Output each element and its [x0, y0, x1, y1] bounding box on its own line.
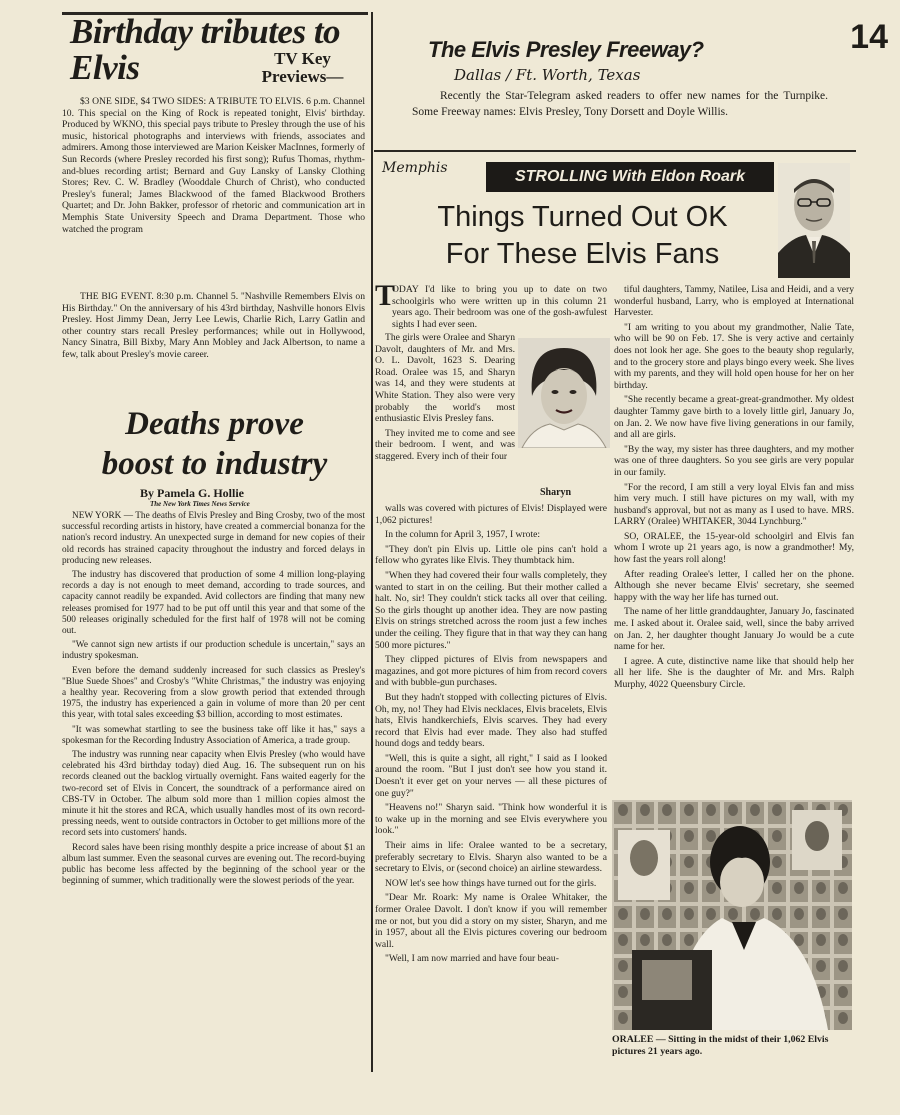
- col1-paragraph: "Heavens no!" Sharyn said. "Think how wonderful it is to wake up in the morning and see Elvis everywhere you look.": [375, 802, 607, 837]
- tv-item-1: [62, 96, 365, 238]
- memphis-handwritten-text: Memphis: [382, 160, 448, 176]
- page-number: [838, 18, 888, 57]
- col1-paragraph: Their aims in life: Oralee wanted to be a secretary, preferably secretary to Elvis. Sharyn also wanted to be a secretary to Elvis, or (second choice) an airline stewardess.: [375, 840, 607, 875]
- col2-paragraph: I agree. A cute, distinctive name like that should help her all her life. She is the daughter of Mr. and Mrs. Ralph Murphy, 4022 Queensbury Circle.: [614, 655, 854, 690]
- col1-paragraph: They clipped pictures of Elvis from newspapers and magazines, and got more pictures of him from record covers and with bubble-gun purchases.: [375, 654, 607, 689]
- col1-body-text: [375, 503, 607, 968]
- col1-paragraph: "Dear Mr. Roark: My name is Oralee Whitaker, the former Oralee Davolt. I don't know if you will remember me or not, but you did a story on my sister, Sharyn, and me in 1957, about all the Elvis pictures covering our bedroom wall.: [375, 892, 607, 950]
- main-headline-line2: For These Elvis Fans: [445, 238, 720, 270]
- col2-paragraph: SO, ORALEE, the 15-year-old schoolgirl and Elvis fan whom I wrote up 21 years ago, is now a grandmother! My, how fast the years roll along!: [614, 530, 854, 566]
- freeway-text-body: Recently the Star-Telegram asked readers to offer new names for the Turnpike. Some Freeway names: Elvis Presley, Tony Dorsett and Doyle Willis.: [412, 90, 828, 118]
- sharyn-photo: [518, 338, 610, 448]
- col1-paragraph: "They don't pin Elvis up. Little ole pins can't hold a fellow who gyrates like Elvis. They thumbtack him.: [375, 543, 607, 567]
- oralee-photo-art: [612, 800, 852, 1030]
- tv-key-label: [240, 50, 365, 86]
- deaths-paragraph: The industry has discovered that production of some 4 million long-playing records a day is not enough to meet demand, according to trade sources, and capacity cannot readily be expanded. Avid collectors are finding that many new releases promised for 1977 had to be put off until this year and that some of the 500 releases originally scheduled for the first half of 1978 will not be coming out.: [62, 570, 365, 637]
- deaths-paragraph: Even before the demand suddenly increased for such classics as Presley's "Blue Suede Shoes" and Crosby's "White Christmas," the industry was enjoying a healthy year. Recovering from a slow growth period that extended through 1975, the industry has experienced a gain in volume of more than 20 per cent this year, with total sales exceeding $3 billion, according to most estimates.: [62, 665, 365, 721]
- col2-paragraph: tiful daughters, Tammy, Natilee, Lisa and Heidi, and a very wonderful husband, Larry, who is employed at International Harvester.: [614, 284, 854, 319]
- col1-wrap-text: [375, 332, 515, 466]
- sharyn-caption-text: Sharyn: [540, 487, 572, 498]
- col2-paragraph: "By the way, my sister has three daughters, and my mother was one of three daughters. So you see girls are very popular in our family.: [614, 443, 854, 478]
- col1-paragraph: But they hadn't stopped with collecting pictures of Elvis. Oh, my, no! They had Elvis necklaces, Elvis bracelets, Elvis hats, Elvis handkerchiefs, Elvis scarves. They had every record that Elvis had ever made. They also had stuffed hound dogs and teddy bears.: [375, 691, 607, 750]
- freeway-headline: [428, 38, 788, 62]
- freeway-text: [412, 88, 828, 120]
- deaths-paragraph: "We cannot sign new artists if our production schedule is uncertain," says an industry spokesman.: [62, 640, 365, 662]
- col1-paragraph: In the column for April 3, 1957, I wrote:: [385, 529, 541, 541]
- drop-cap: T: [375, 279, 396, 312]
- col2-paragraph: After reading Oralee's letter, I called her on the phone. Although she never became Elvis' secretary, she seemed happy with the way her life has turned out.: [614, 568, 854, 603]
- tv-item-2-text: THE BIG EVENT. 8:30 p.m. Channel 5. "Nashville Remembers Elvis on His Birthday." On the anniversary of his 43rd birthday, Nashville honors Elvis Presley. Host Jimmy Dean, Jerry Lee Lewis, Charlie Rich, Larry Gatlin and other country stars recall Presley performances; while out in Hollywood, Nancy Sinatra, Bill Bixby, Mary Ann Mobley and Jack Albertson, to name a few, talk about Presley's movie career.: [62, 291, 365, 360]
- column-banner: [486, 162, 774, 192]
- columnist-portrait-art: [778, 163, 850, 278]
- byline-service: The New York Times News Service: [150, 500, 250, 508]
- deaths-headline: [62, 404, 367, 484]
- deaths-paragraph: The industry was running near capacity when Elvis Presley (who would have celebrated his 43rd birthday today) died Aug. 16. The subsequent run on his records cleaned out the backlog virtually overnight. Fans waited eagerly for the two-record set of Elvis in Concert, the soundtrack of a performance aired on CBS-TV in October. The album sold more than 1 million copies almost the minute it hit the stores and RCA, which usually handles most of its own record-pressing needs, went to outside contractors in October to get millions more of the record sets into customers' hands.: [62, 750, 365, 839]
- freeway-handwritten-text: Dallas / Ft. Worth, Texas: [454, 66, 641, 84]
- main-headline: [390, 199, 775, 273]
- main-headline-line1: Things Turned Out OK: [437, 201, 728, 233]
- byline-author: By Pamela G. Hollie: [140, 486, 244, 500]
- memphis-handwritten-note: [382, 160, 462, 176]
- column-divider: [371, 12, 373, 1072]
- deaths-paragraph: "It was somewhat startling to see the business take off like it has," says a spokesman for the Recording Industry Association of America, a trade group.: [62, 724, 365, 746]
- oralee-photo-caption: [612, 1034, 854, 1058]
- right-top-rule: [374, 150, 856, 152]
- col2-body-text: [614, 284, 854, 694]
- deaths-headline-line1: Deaths prove: [125, 406, 304, 442]
- column-banner-text: STROLLING With Eldon Roark: [514, 168, 746, 185]
- col1-intro-text: ODAY I'd like to bring you up to date on two schoolgirls who were written up in this column 21 years ago. Their bedroom was one of the gosh-awfulest sights I had ever seen.: [392, 284, 607, 330]
- freeway-headline-text: The Elvis Presley Freeway?: [428, 37, 704, 62]
- col1-wrap-paragraph: They invited me to come and see their bedroom. I went, and was staggered. Every inch of their four: [375, 427, 515, 462]
- deaths-article-body: [62, 511, 365, 891]
- birthday-headline-text: Birthday tributes to Elvis: [70, 12, 341, 87]
- sharyn-caption: [540, 487, 600, 498]
- tv-key-label-text: TV Key Previews—: [261, 49, 344, 86]
- sharyn-photo-art: [518, 338, 610, 448]
- freeway-handwritten-note: [454, 67, 774, 83]
- tv-item-2: [62, 291, 365, 364]
- oralee-photo: [612, 800, 852, 1030]
- tv-item-1-text: $3 ONE SIDE, $4 TWO SIDES: A TRIBUTE TO ELVIS. 6 p.m. Channel 10. This special on the King of Rock is repeated tonight, Elvis' birthday. Produced by WKNO, this special pays tribute to Presley through the use of his music, historical photographs and interviews with friends, associates and admirers. Among those interviewed are Marion Keisker MacInnes, formerly of Sun Records (where Presley recorded his first song); Rufus Thomas, rhythm-and-blues recording artist; Bernard and Guy Lansky of Lansky Clothing Stores; Rev. C. W. Bradley (Wooddale Church of Christ), who conducted Presley's funeral; James Blackwood of the famed Blackwood Brothers Quartet; and Dr. John Bakker, professor of rhetoric and communication art in Memphis State University Speech and Drama Department. Those who watched the program: [62, 96, 365, 235]
- col2-paragraph: The name of her little granddaughter, January Jo, fascinated me. I asked about it. Oralee said, well, since the baby arrived on Jan. 2, her daughter thought January Jo would be a cute name for her.: [614, 606, 854, 653]
- deaths-paragraph: Record sales have been rising monthly despite a price increase of about $1 an album last summer. Even the seasonal curves are evening out. The record-buying public has become less affected by the beginning of the school year or the beginning of summer, which traditionally were the slowest periods of the year.: [62, 842, 365, 887]
- col1-wrap-paragraph: The girls were Oralee and Sharyn Davolt, daughters of Mr. and Mrs. O. L. Davolt, 1623 S. Dearing Road. Oralee was 15, and Sharyn was 14, and they were students at White Station. They also were very probably the world's most enthusiastic Elvis Presley fans.: [375, 332, 515, 425]
- columnist-portrait: [778, 163, 850, 278]
- col2-paragraph: "For the record, I am still a very loyal Elvis fan and miss him very much. I still have pictures on my wall, with my husband's approval, but not as many as I used to have. MRS. LARRY (Oralee) WHITAKER, 3044 Lynchburg.": [614, 481, 854, 528]
- col1-paragraph: walls was covered with pictures of Elvis! Displayed were 1,062 pictures!: [375, 503, 607, 526]
- deaths-headline-line2: boost to industry: [101, 446, 328, 482]
- col1-paragraph: "When they had covered their four walls completely, they wanted to start in on the ceiling. But their mother called a halt. No, sir! They couldn't stick tacks all over that ceiling. So the girls thought up another idea. They are now pasting Elvis on strings stretched across the room just a few inches under the ceiling. They figure that in that way they can hang 500 more pictures.": [375, 569, 607, 651]
- byline: [140, 487, 360, 508]
- col1-paragraph: "Well, I am now married and have four beau-: [385, 953, 559, 965]
- col2-paragraph: "I am writing to you about my grandmother, Nalie Tate, who will be 90 on Feb. 17. She is very active and certainly does not look her age. She goes to the beauty shop regularly, and to the grocery store and plays bingo every week. She lives with my parents, and they will hold open house for her on her birthday.: [614, 321, 854, 391]
- col1-paragraph: "Well, this is quite a sight, all right," I said as I looked around the room. "But I just don't see how you stand it. Doesn't it ever get on your nerves — all these pictures of one guy?": [375, 752, 607, 799]
- col2-paragraph: "She recently became a great-great-grandmother. My oldest daughter Tammy gave birth to a lovely little girl, January Jo, on Jan. 2. We now have five living generations in our family, and all are girls.: [614, 394, 854, 441]
- col1-paragraph: NOW let's see how things have turned out for the girls.: [385, 877, 597, 889]
- deaths-paragraph: NEW YORK — The deaths of Elvis Presley and Bing Crosby, two of the most successful recording artists in history, have created a commercial bonanza for the nation's record industry. An unexpected surge in demand for new copies of their old records has strained capacity throughout the industry and forced delays in producing new releases.: [62, 511, 365, 566]
- col1-intro: [392, 284, 607, 333]
- oralee-photo-caption-text: ORALEE — Sitting in the midst of their 1,062 Elvis pictures 21 years ago.: [612, 1034, 829, 1057]
- page-number-text: 14: [850, 18, 888, 56]
